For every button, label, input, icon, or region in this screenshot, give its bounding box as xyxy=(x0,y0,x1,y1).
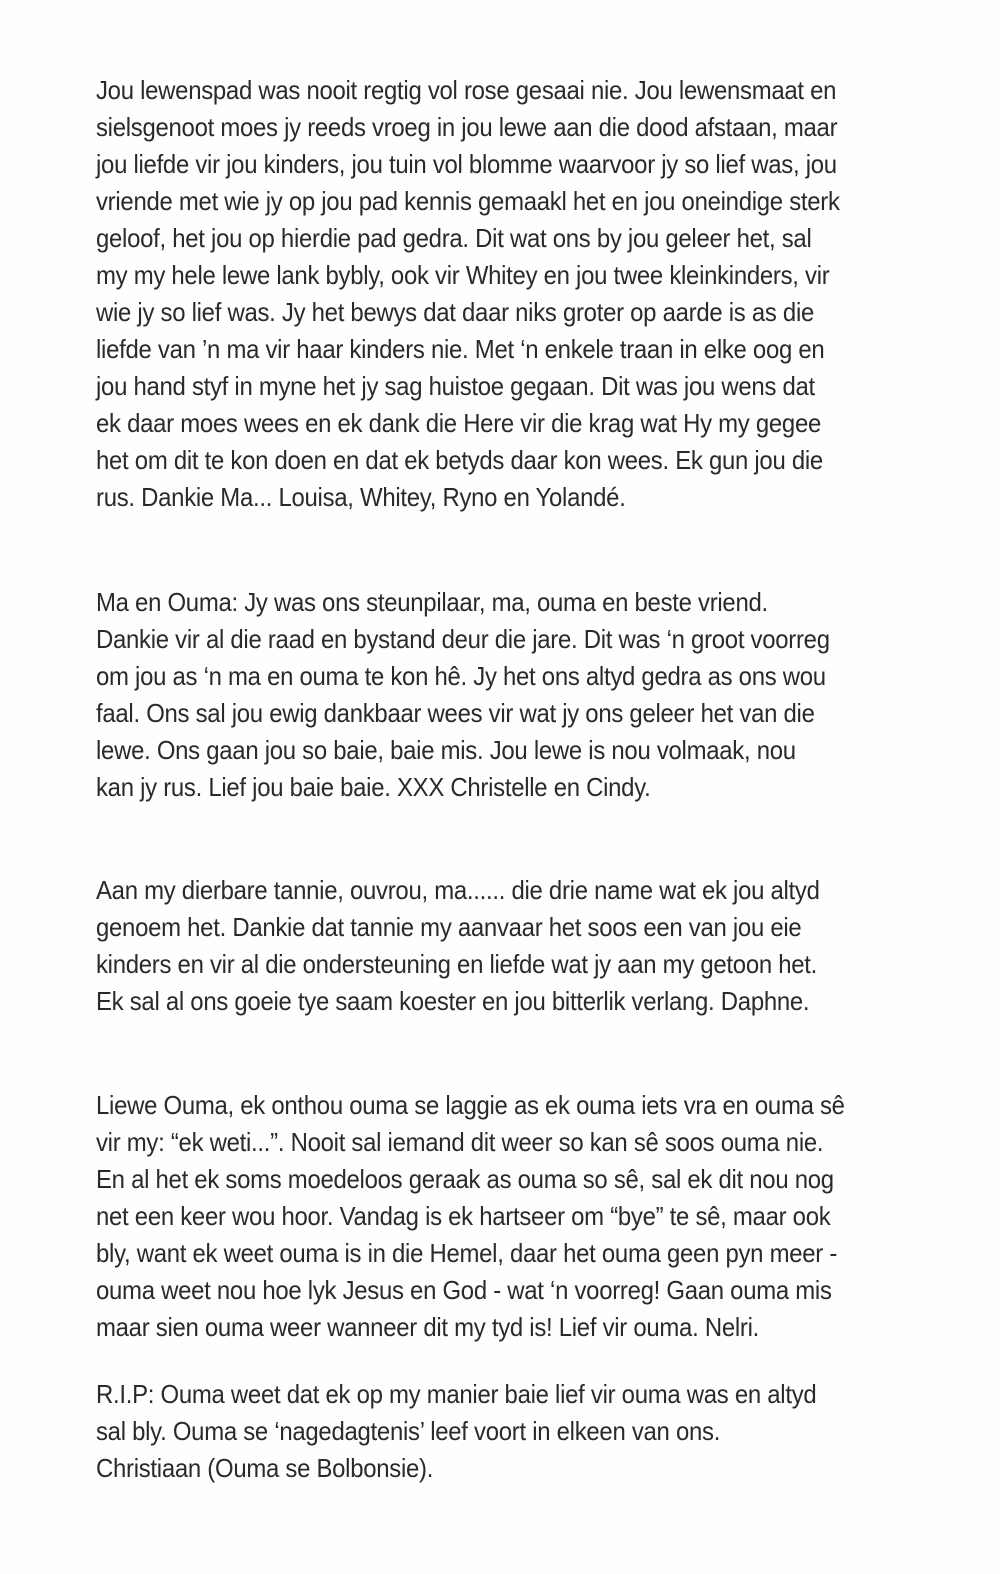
paragraph-line: kan jy rus. Lief jou baie baie. XXX Christelle en Cindy. xyxy=(96,772,651,802)
paragraph-line: wie jy so lief was. Jy het bewys dat daar niks groter op aarde is as die xyxy=(96,297,815,327)
paragraph-line: genoem het. Dankie dat tannie my aanvaar het soos een van jou eie xyxy=(96,912,802,942)
paragraph-line: ek daar moes wees en ek dank die Here vir die krag wat Hy my gegee xyxy=(96,408,822,438)
paragraph-line: geloof, het jou op hierdie pad gedra. Dit wat ons by jou geleer het, sal xyxy=(96,223,812,253)
paragraph-line: Ek sal al ons goeie tye saam koester en jou bitterlik verlang. Daphne. xyxy=(96,986,810,1016)
paragraph-line: Ma en Ouma: Jy was ons steunpilaar, ma, ouma en beste vriend. xyxy=(96,587,768,617)
tribute-paragraph-nelri xyxy=(96,1087,860,1346)
paragraph-line: faal. Ons sal jou ewig dankbaar wees vir wat jy ons geleer het van die xyxy=(96,698,815,728)
paragraph-line: om jou as ‘n ma en ouma te kon hê. Jy het ons altyd gedra as ons wou xyxy=(96,661,826,691)
paragraph-line: ouma weet nou hoe lyk Jesus en God - wat ‘n voorreg! Gaan ouma mis xyxy=(96,1275,832,1305)
tribute-paragraph-christiaan xyxy=(96,1376,860,1487)
tribute-paragraph-christelle-cindy xyxy=(96,584,860,806)
paragraph-line: sielsgenoot moes jy reeds vroeg in jou lewe aan die dood afstaan, maar xyxy=(96,112,838,142)
paragraph-line: net een keer wou hoor. Vandag is ek hartseer om “bye” te sê, maar ook xyxy=(96,1201,831,1231)
paragraph-line: Dankie vir al die raad en bystand deur die jare. Dit was ‘n groot voorreg xyxy=(96,624,830,654)
paragraph-line: liefde van ’n ma vir haar kinders nie. Met ‘n enkele traan in elke oog en xyxy=(96,334,825,364)
paragraph-line: maar sien ouma weer wanneer dit my tyd is! Lief vir ouma. Nelri. xyxy=(96,1312,759,1342)
paragraph-line: vir my: “ek weti...”. Nooit sal iemand dit weer so kan sê soos ouma nie. xyxy=(96,1127,824,1157)
paragraph-line: Aan my dierbare tannie, ouvrou, ma...... die drie name wat ek jou altyd xyxy=(96,875,820,905)
paragraph-line: sal bly. Ouma se ‘nagedagtenis’ leef voort in elkeen van ons. xyxy=(96,1416,721,1446)
paragraph-line: Liewe Ouma, ek onthou ouma se laggie as ek ouma iets vra en ouma sê xyxy=(96,1090,845,1120)
paragraph-line: jou liefde vir jou kinders, jou tuin vol blomme waarvoor jy so lief was, jou xyxy=(96,149,837,179)
paragraph-line: jou hand styf in myne het jy sag huistoe gegaan. Dit was jou wens dat xyxy=(96,371,815,401)
paragraph-line: het om dit te kon doen en dat ek betyds daar kon wees. Ek gun jou die xyxy=(96,445,823,475)
paragraph-line: Christiaan (Ouma se Bolbonsie). xyxy=(96,1453,434,1483)
paragraph-line: my my hele lewe lank bybly, ook vir Whitey en jou twee kleinkinders, vir xyxy=(96,260,830,290)
paragraph-line: R.I.P: Ouma weet dat ek op my manier baie lief vir ouma was en altyd xyxy=(96,1379,817,1409)
paragraph-line: kinders en vir al die ondersteuning en liefde wat jy aan my getoon het. xyxy=(96,949,818,979)
paragraph-line: Jou lewenspad was nooit regtig vol rose gesaai nie. Jou lewensmaat en xyxy=(96,75,837,105)
paragraph-line: En al het ek soms moedeloos geraak as ouma so sê, sal ek dit nou nog xyxy=(96,1164,834,1194)
paragraph-line: vriende met wie jy op jou pad kennis gemaakl het en jou oneindige sterk xyxy=(96,186,840,216)
paragraph-line: lewe. Ons gaan jou so baie, baie mis. Jou lewe is nou volmaak, nou xyxy=(96,735,796,765)
paragraph-line: rus. Dankie Ma... Louisa, Whitey, Ryno en Yolandé. xyxy=(96,482,626,512)
tribute-paragraph-louisa xyxy=(96,72,860,516)
paragraph-line: bly, want ek weet ouma is in die Hemel, daar het ouma geen pyn meer - xyxy=(96,1238,838,1268)
tribute-paragraph-daphne xyxy=(96,872,860,1020)
